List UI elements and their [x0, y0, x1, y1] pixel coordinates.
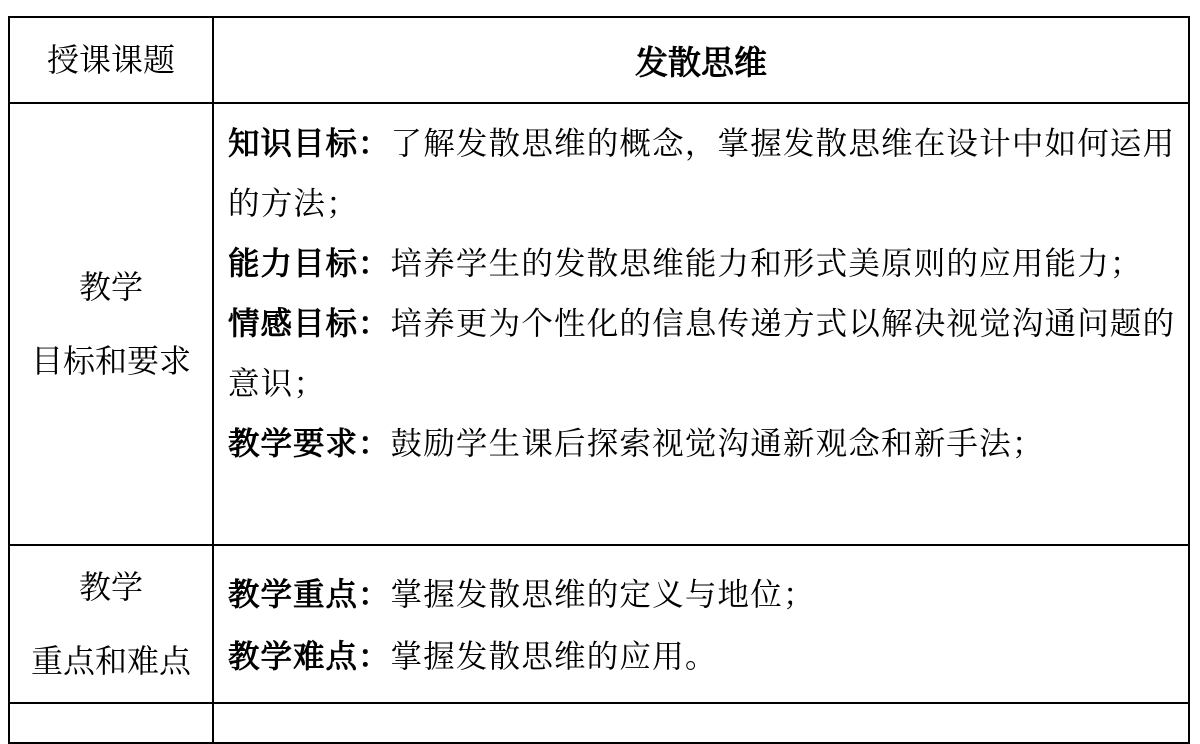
difficult-point-text: 掌握发散思维的应用。: [390, 639, 718, 675]
difficult-point-label: 教学难点：: [228, 639, 391, 675]
key-point-text: 掌握发散思维的定义与地位；: [390, 577, 816, 613]
teaching-requirement: [228, 414, 1178, 474]
next-row-content-cell: [213, 703, 1189, 743]
next-row-label-cell: [9, 703, 213, 743]
lesson-plan-table: [8, 16, 1190, 744]
keypoints-content-cell: [213, 545, 1189, 703]
goal-ability-label: 能力目标：: [228, 246, 391, 282]
difficult-point: [228, 626, 1178, 688]
goals-label-cell: [9, 103, 213, 545]
keypoints-label-line2: 重点和难点: [30, 642, 191, 680]
teaching-requirement-label: 教学要求：: [228, 426, 391, 462]
topic-label: 授课课题: [9, 17, 213, 103]
table-row-goals: [9, 103, 1189, 545]
topic-title: 发散思维: [213, 17, 1189, 103]
table-row-topic: [9, 17, 1189, 103]
goals-label-line2: 目标和要求: [30, 342, 191, 380]
goals-content-cell: [213, 103, 1189, 545]
goal-knowledge-label: 知识目标：: [228, 126, 391, 162]
goal-knowledge: [228, 114, 1178, 234]
goal-knowledge-text: 了解发散思维的概念，掌握发散思维在设计中如何运用的方法；: [228, 126, 1176, 222]
goal-emotion: [228, 294, 1178, 414]
goal-ability-text: 培养学生的发散思维能力和形式美原则的应用能力；: [390, 246, 1143, 282]
keypoints-label-line1: 教学: [78, 568, 143, 606]
goal-emotion-text: 培养更为个性化的信息传递方式以解决视觉沟通问题的意识；: [228, 306, 1176, 402]
key-point-label: 教学重点：: [228, 577, 391, 613]
goal-emotion-label: 情感目标：: [228, 306, 391, 342]
keypoints-label-cell: [9, 545, 213, 703]
key-point: [228, 564, 1178, 626]
teaching-requirement-text: 鼓励学生课后探索视觉沟通新观念和新手法；: [390, 426, 1045, 462]
goal-ability: [228, 234, 1178, 294]
table-row-keypoints: [9, 545, 1189, 703]
table-row-next: [9, 703, 1189, 743]
goals-label-line1: 教学: [78, 268, 143, 306]
